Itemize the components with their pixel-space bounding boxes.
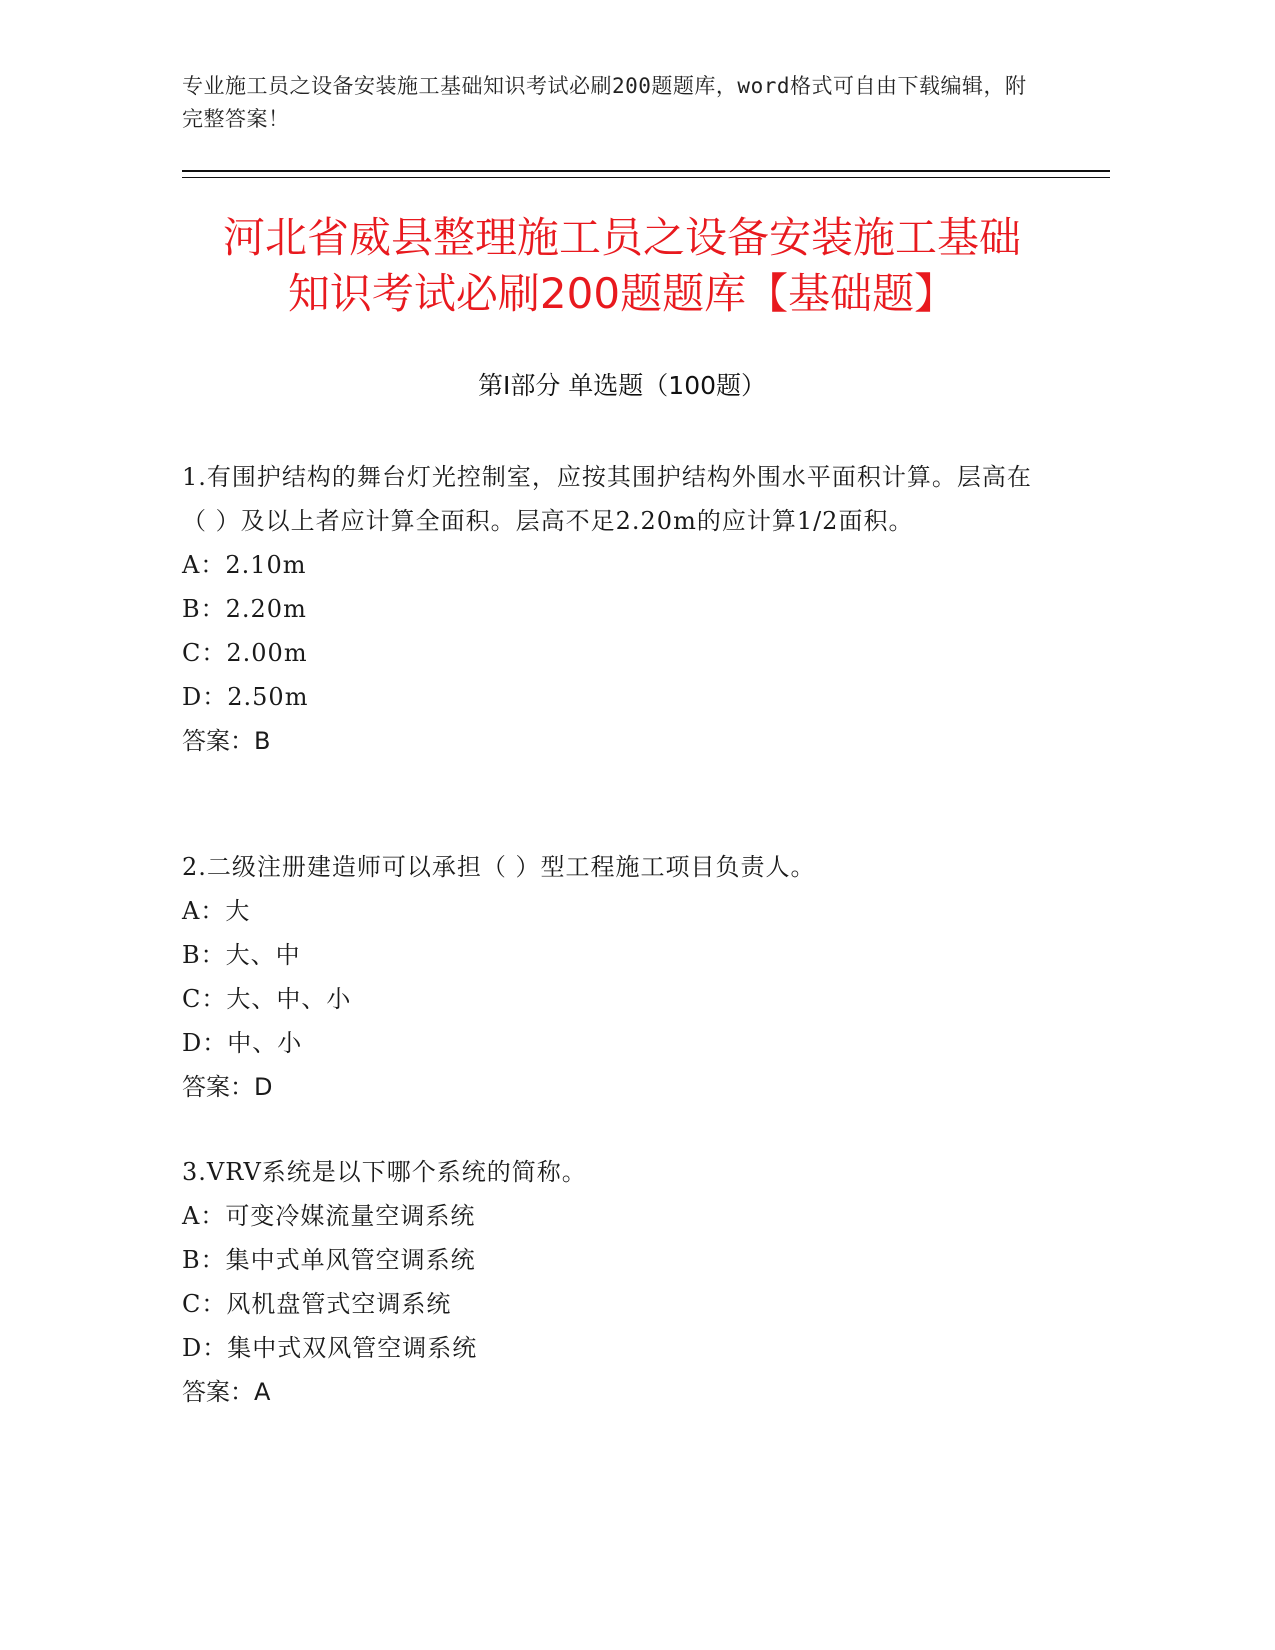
document-title: [182, 210, 1062, 322]
document-title-line1: 河北省威县整理施工员之设备安装施工基础: [222, 213, 1021, 262]
option-key: A：: [182, 897, 226, 925]
option-key: D：: [182, 683, 228, 711]
section-heading: 第Ⅰ部分 单选题（100题）: [477, 371, 767, 400]
option-text: 可变冷媒流量空调系统: [225, 1202, 476, 1230]
option-key: B：: [182, 1246, 226, 1274]
option-b: [182, 587, 1032, 631]
option-text: 2.50m: [227, 683, 309, 711]
answer: 答案：D: [182, 1073, 273, 1101]
option-a: [182, 543, 1032, 587]
option-text: 大: [225, 897, 251, 925]
option-c: [182, 977, 1032, 1021]
option-text: 2.10m: [225, 551, 307, 579]
question-stem: 2.二级注册建造师可以承担（ ）型工程施工项目负责人。: [182, 853, 816, 881]
question-1: [182, 455, 1032, 763]
option-key: C：: [182, 985, 227, 1013]
document-title-line2: 知识考试必刷200题题库【基础题】: [287, 269, 957, 318]
option-d: [182, 675, 1032, 719]
option-text: 中、小: [227, 1029, 303, 1057]
header-rule-thin: [182, 177, 1110, 178]
question-2: [182, 845, 1032, 1109]
option-key: C：: [182, 639, 227, 667]
option-text: 2.00m: [226, 639, 308, 667]
option-text: 大、中、小: [226, 985, 352, 1013]
option-key: B：: [182, 595, 226, 623]
option-b: [182, 933, 1032, 977]
header-rule-thick: [182, 170, 1110, 172]
option-d: [182, 1021, 1032, 1065]
option-text: 集中式双风管空调系统: [227, 1334, 478, 1362]
question-stem: 3.VRV系统是以下哪个系统的简称。: [182, 1158, 587, 1186]
option-text: 大、中: [225, 941, 301, 969]
option-key: D：: [182, 1029, 228, 1057]
option-key: A：: [182, 551, 226, 579]
question-stem: 1.有围护结构的舞台灯光控制室，应按其围护结构外围水平面积计算。层高在（ ）及以上者应计算全面积。层高不足2.20m的应计算1/2面积。: [182, 463, 1032, 535]
option-text: 风机盘管式空调系统: [226, 1290, 452, 1318]
header-note: 专业施工员之设备安装施工基础知识考试必刷200题题库，word格式可自由下载编辑，附完整答案！: [182, 74, 1027, 131]
option-key: C：: [182, 1290, 227, 1318]
question-3: [182, 1150, 1032, 1414]
option-text: 集中式单风管空调系统: [225, 1246, 476, 1274]
option-key: D：: [182, 1334, 228, 1362]
answer: 答案：B: [182, 727, 271, 755]
option-c: [182, 1282, 1032, 1326]
option-d: [182, 1326, 1032, 1370]
answer: 答案：A: [182, 1378, 271, 1406]
option-a: [182, 1194, 1032, 1238]
option-a: [182, 889, 1032, 933]
option-key: A：: [182, 1202, 226, 1230]
option-b: [182, 1238, 1032, 1282]
option-c: [182, 631, 1032, 675]
option-text: 2.20m: [225, 595, 307, 623]
option-key: B：: [182, 941, 226, 969]
